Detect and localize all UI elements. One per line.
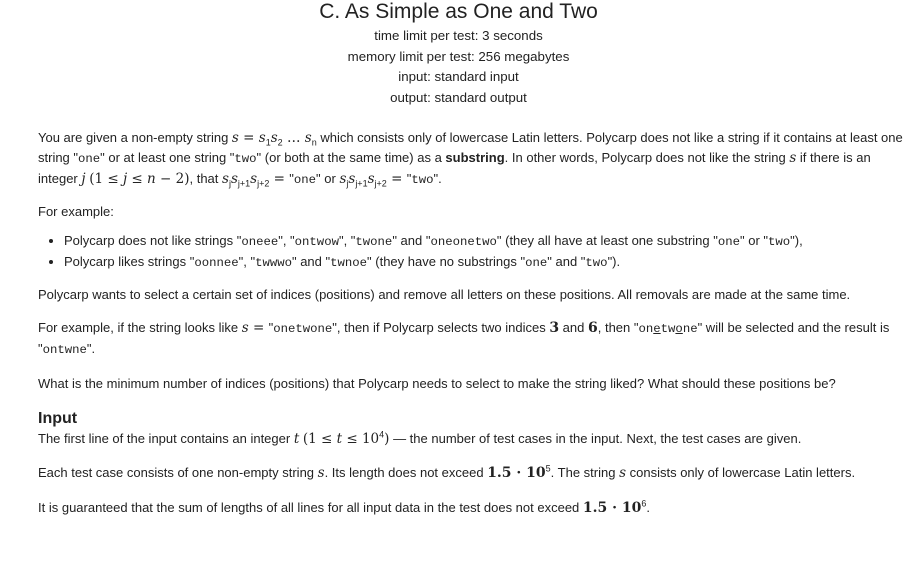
list-item: • Polycarp does not like strings "oneee", "ontwow", "twone" and "oneonetwo" (they all have at least one substring "one" or "two"), [64, 231, 903, 252]
memory-limit: memory limit per test: 256 megabytes [347, 48, 570, 64]
problem-limits [0, 26, 917, 108]
for-example-label: For example: [38, 204, 114, 219]
input-section-title: Input [38, 410, 78, 427]
list-item: • Polycarp likes strings "oonnee", "twwwo" and "twnoe" (they have no substrings "one" and "two"). [64, 252, 903, 273]
input-type: input: standard input [398, 69, 519, 84]
statement-paragraph-3: For example, if the string looks like s = "onetwone", then if Polycarp selects two indices 3 and 6, then "onetwone" will be selected and the result is "ontwne". [38, 320, 890, 357]
time-limit: time limit per test: 3 seconds [374, 28, 543, 43]
problem-header [0, 0, 917, 108]
statement-paragraph-2: Polycarp wants to select a certain set of indices (positions) and remove all letters on these positions. All removals are made at the same time. [38, 287, 851, 302]
input-paragraph-3: It is guaranteed that the sum of lengths of all lines for all input data in the test does not exceed $1.5 \cdot 10^6$. [38, 498, 651, 516]
problem-statement [38, 128, 903, 518]
input-paragraph-1: The first line of the input contains an integer t $(1 \le t \le 10^4)$ — the number of test cases in the input. Next, the test cases are given. [38, 429, 802, 447]
input-paragraph-2: Each test case consists of one non-empty string s. Its length does not exceed $1.5 \cdot 10^5$. The string s consists only of lowercase Latin letters. [38, 463, 856, 481]
statement-paragraph-1: You are given a non-empty string $s = s_1s_2$ … $s_n$ which consists only of lowercase Latin letters. Polycarp does not like a string if it contains at least one string "one" or at least one string "two" (or both at the same time) as a substring. In other words, Polycarp does not like the string s if there is an integer j (1 ≤ j ≤ n − 2), that $s_js_{j+1}s_{j+2}$ = "one" or $s_js_{j+1}s_{j+2}$ = "two". [38, 130, 903, 189]
output-type: output: standard output [390, 89, 527, 105]
problem-title: C. As Simple as One and Two [319, 0, 598, 23]
substring-keyword: substring [445, 150, 505, 165]
example-list [38, 231, 903, 273]
statement-paragraph-4: What is the minimum number of indices (positions) that Polycarp needs to select to make the string liked? What should these positions be? [38, 376, 836, 391]
